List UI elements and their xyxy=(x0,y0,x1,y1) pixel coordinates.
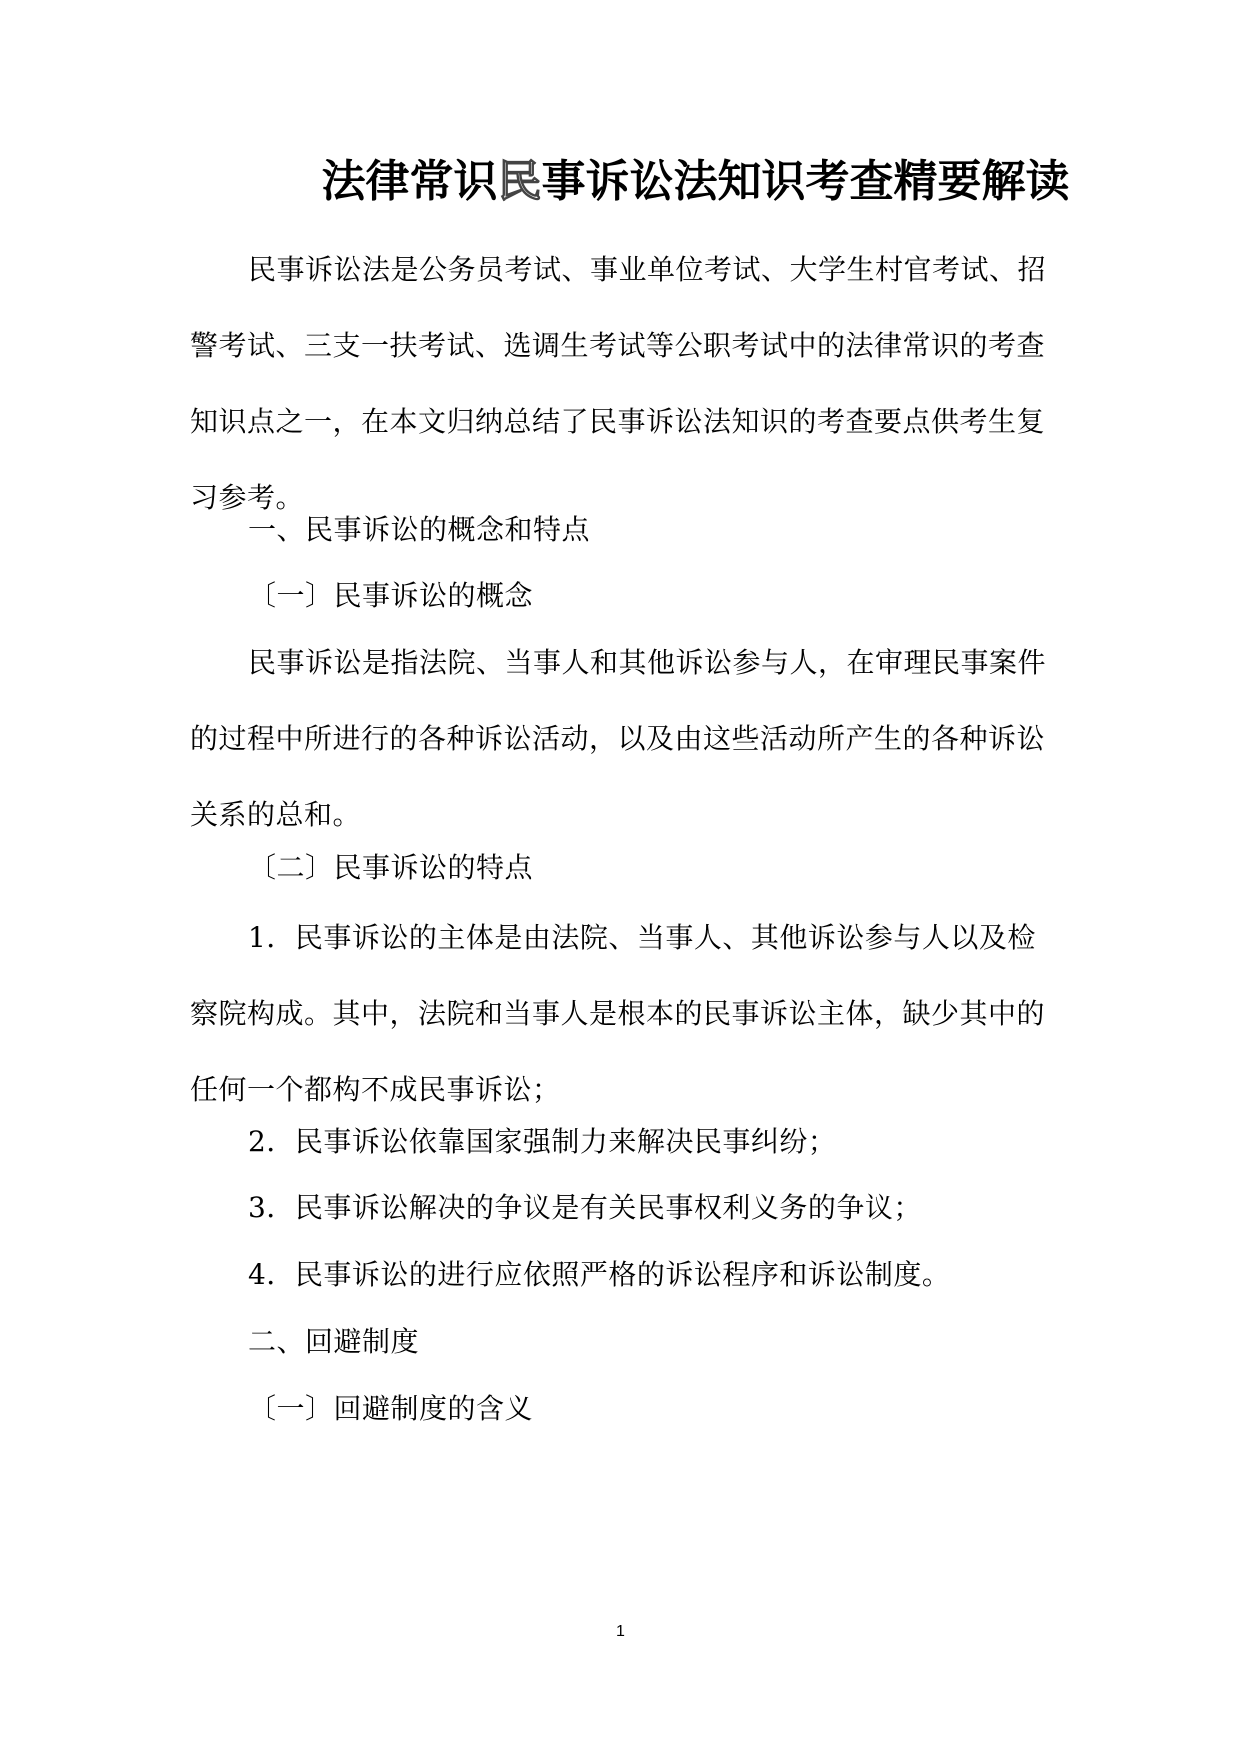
list-item-4: 4．民事诉讼的进行应依照严格的诉讼程序和诉讼制度。 xyxy=(248,1258,951,1291)
document-title xyxy=(0,152,1241,212)
title-outline-char: 民 xyxy=(497,156,542,207)
intro-paragraph: 民事诉讼法是公务员考试、事业单位考试、大学生村官考试、招警考试、三支一扶考试、选调生考试等公职考试中的法律常识的考查知识点之一，在本文归纳总结了民事诉讼法知识的考查要点供考生复习参考。 xyxy=(190,253,1047,514)
title-part-2: 事诉讼法知识考查精要解读 xyxy=(541,156,1070,207)
subsection-heading-1-1: 〔一〕民事诉讼的概念 xyxy=(248,579,534,612)
subsection-heading-1-2: 〔二〕民事诉讼的特点 xyxy=(248,851,534,884)
definition-paragraph: 民事诉讼是指法院、当事人和其他诉讼参与人，在审理民事案件的过程中所进行的各种诉讼活动，以及由这些活动所产生的各种诉讼关系的总和。 xyxy=(190,646,1047,831)
section-heading-1: 一、民事诉讼的概念和特点 xyxy=(248,513,591,546)
list-item-3: 3．民事诉讼解决的争议是有关民事权利义务的争议； xyxy=(248,1191,922,1224)
section-heading-2: 二、回避制度 xyxy=(248,1325,420,1358)
title-part-1: 法律常识 xyxy=(321,156,498,207)
list-item-2: 2．民事诉讼依靠国家强制力来解决民事纠纷； xyxy=(248,1125,837,1158)
subsection-heading-2-1: 〔一〕回避制度的含义 xyxy=(248,1392,534,1425)
page-number: 1 xyxy=(616,1623,625,1640)
list-item-1: 1．民事诉讼的主体是由法院、当事人、其他诉讼参与人以及检察院构成。其中，法院和当事人是根本的民事诉讼主体，缺少其中的任何一个都构不成民事诉讼； xyxy=(190,921,1046,1106)
